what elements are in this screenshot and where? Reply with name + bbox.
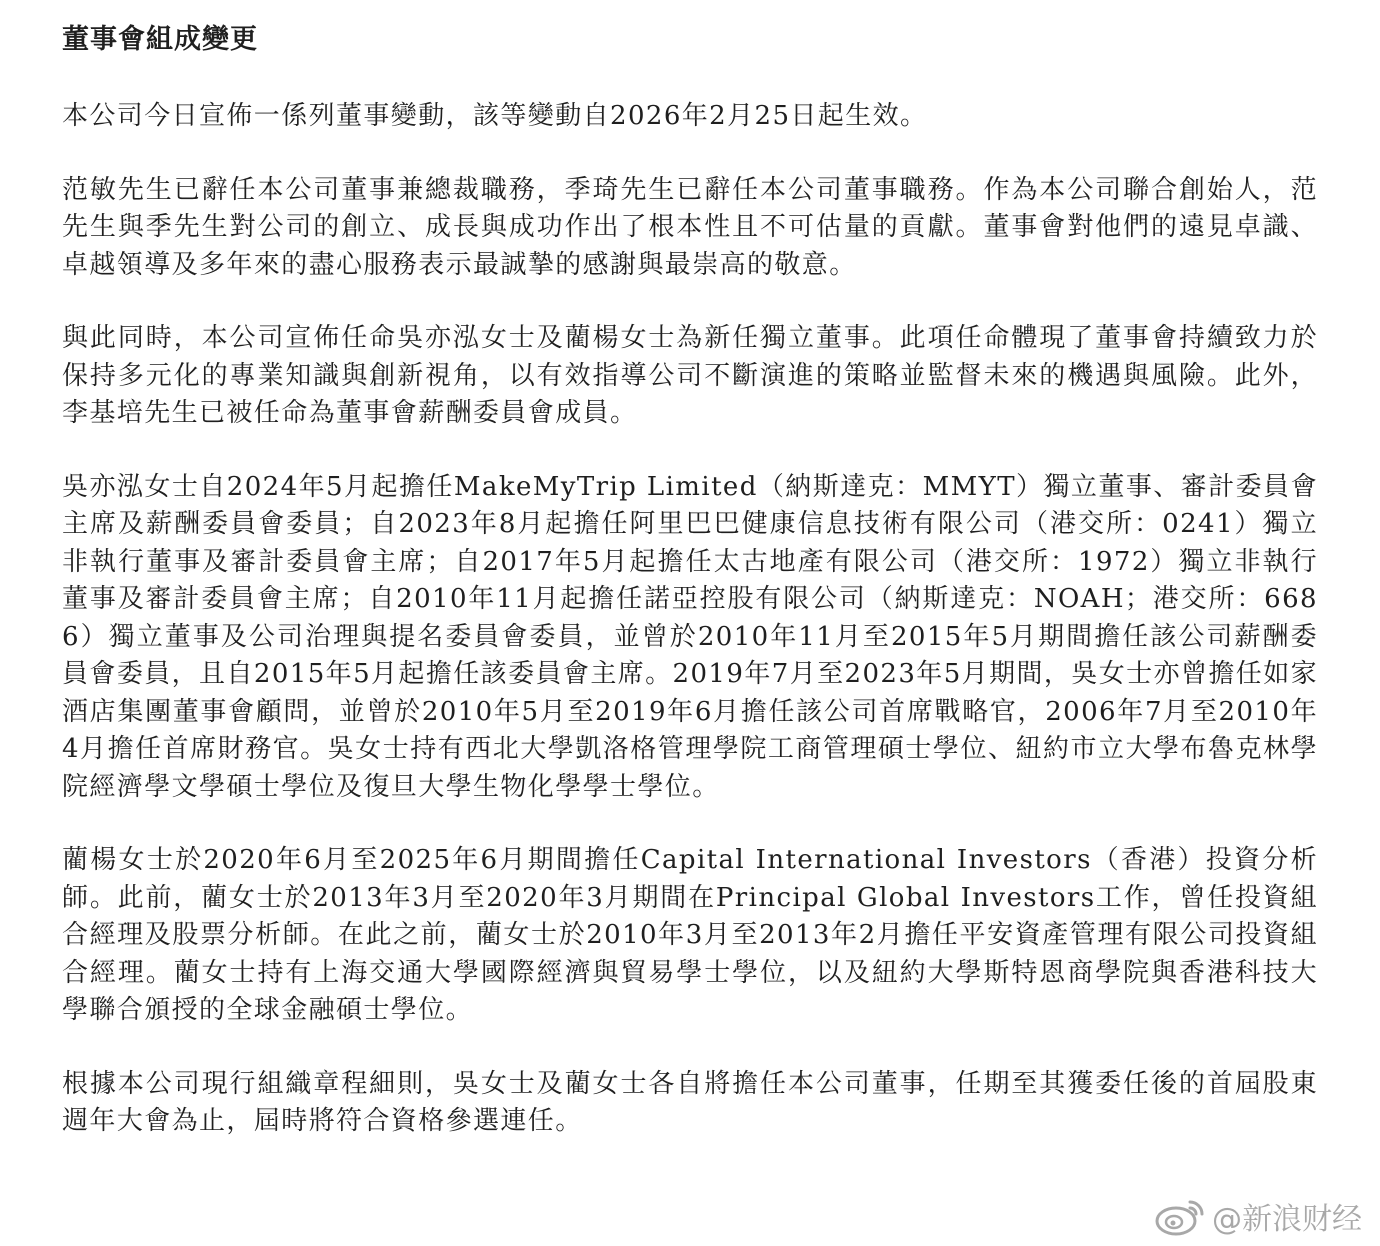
paragraph-wu-biography: 吳亦泓女士自2024年5月起擔任MakeMyTrip Limited（納斯達克：MMYT）獨立董事、審計委員會主席及薪酬委員會委員；自2023年8月起擔任阿里巴巴健康信息技術有限公司（港交所：0241）獨立非執行董事及審計委員會主席；自2017年5月起擔任太古地產有限公司（港交所：1972）獨立非執行董事及審計委員會主席；自2010年11月起擔任諾亞控股有限公司（納斯達克：NOAH；港交所：6686）獨立董事及公司治理與提名委員會委員，並曾於2010年11月至2015年5月期間擔任該公司薪酬委員會委員，且自2015年5月起擔任該委員會主席。2019年7月至2023年5月期間，吳女士亦曾擔任如家酒店集團董事會顧問，並曾於2010年5月至2019年6月擔任該公司首席戰略官，2006年7月至2010年4月擔任首席財務官。吳女士持有西北大學凱洛格管理學院工商管理碩士學位、紐約市立大學布魯克林學院經濟學文學碩士學位及復旦大學生物化學學士學位。 <box>62 471 1318 802</box>
watermark-text: @新浪财经 <box>1212 1202 1362 1237</box>
weibo-icon <box>1154 1196 1206 1236</box>
announcement-document <box>62 22 1318 1177</box>
paragraph-effective-date: 本公司今日宣佈一係列董事變動，該等變動自2026年2月25日起生效。 <box>62 101 928 131</box>
section-heading: 董事會組成變更 <box>62 24 258 55</box>
source-watermark <box>1154 1194 1362 1238</box>
paragraph-appointments: 與此同時，本公司宣佈任命吳亦泓女士及藺楊女士為新任獨立董事。此項任命體現了董事會持續致力於保持多元化的專業知識與創新視角，以有效指導公司不斷演進的策略並監督未來的機遇與風險。此外，李基培先生已被任命為董事會薪酬委員會成員。 <box>62 323 1318 428</box>
paragraph-term-of-office: 根據本公司現行組織章程細則，吳女士及藺女士各自將擔任本公司董事，任期至其獲委任後的首屆股東週年大會為止，屆時將符合資格參選連任。 <box>62 1068 1318 1136</box>
paragraph-lin-biography: 藺楊女士於2020年6月至2025年6月期間擔任Capital International Investors（香港）投資分析師。此前，藺女士於2013年3月至2020年3月期間在Principal Global Investors工作，曾任投資組合經理及股票分析師。在此之前，藺女士於2010年3月至2013年2月擔任平安資產管理有限公司投資組合經理。藺女士持有上海交通大學國際經濟與貿易學士學位，以及紐約大學斯特恩商學院與香港科技大學聯合頒授的全球金融碩士學位。 <box>62 845 1318 1025</box>
paragraph-resignations: 范敏先生已辭任本公司董事兼總裁職務，季琦先生已辭任本公司董事職務。作為本公司聯合創始人，范先生與季先生對公司的創立、成長與成功作出了根本性且不可估量的貢獻。董事會對他們的遠見卓識、卓越領導及多年來的盡心服務表示最誠摯的感謝與最崇高的敬意。 <box>62 174 1318 280</box>
